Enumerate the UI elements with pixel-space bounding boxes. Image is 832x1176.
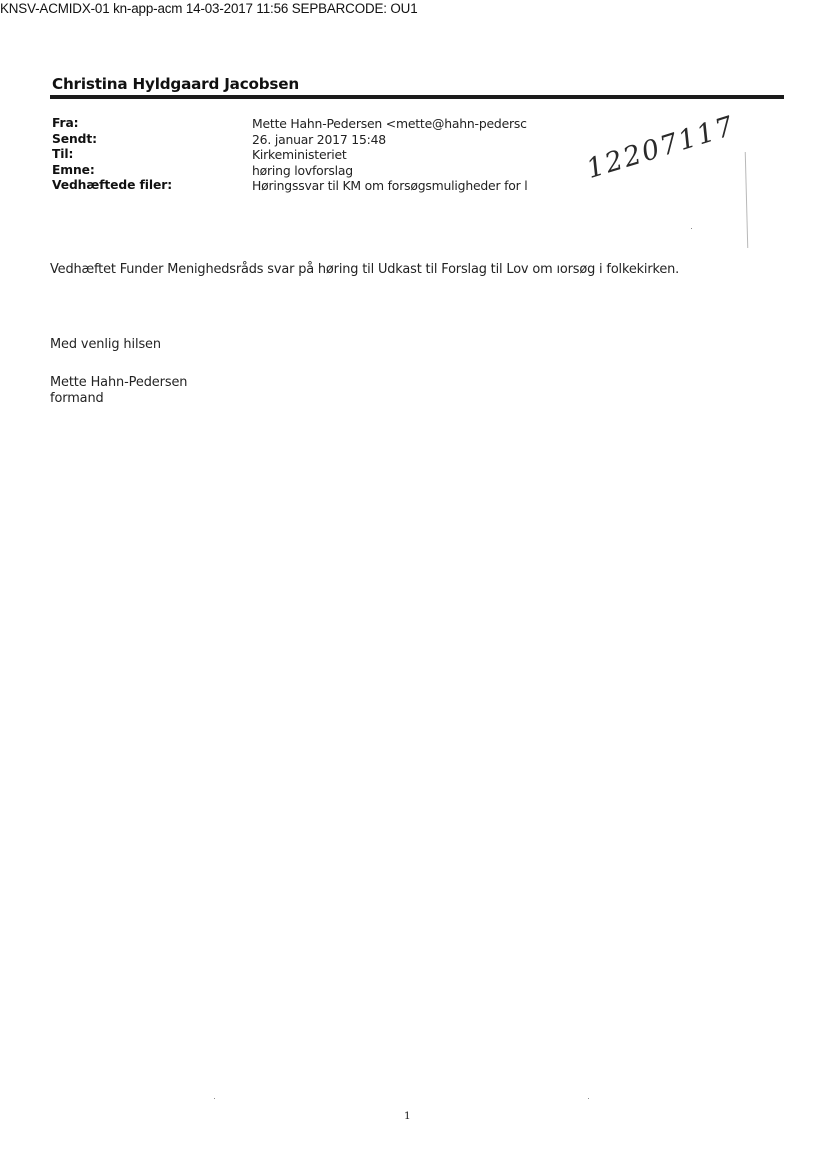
to-label: Til: xyxy=(52,147,74,161)
subject-value: høring lovforslag xyxy=(252,162,353,178)
scan-header: KNSV-ACMIDX-01 kn-app-acm 14-03-2017 11:56 SEPBARCODE: OU1 xyxy=(0,1,418,16)
meta-row-to xyxy=(52,147,562,163)
to-value: Kirkeministeriet xyxy=(252,147,347,162)
sent-label: Sendt: xyxy=(52,131,97,146)
subject-label: Emne: xyxy=(52,162,95,177)
header-rule xyxy=(50,95,784,99)
meta-row-from xyxy=(52,116,562,132)
scan-artifact-dot xyxy=(214,1098,215,1099)
scan-artifact-line xyxy=(745,152,749,248)
signature-title: formand xyxy=(50,391,104,406)
closing-line: Med venlig hilsen xyxy=(50,337,161,352)
signature-name: Mette Hahn-Pedersen xyxy=(50,375,188,390)
from-value: Mette Hahn-Pedersen <mette@hahn-pedersc xyxy=(252,116,527,131)
meta-row-subject xyxy=(52,163,562,179)
sent-value: 26. januar 2017 15:48 xyxy=(252,131,386,147)
email-meta xyxy=(52,116,562,194)
scan-artifact-dot xyxy=(691,228,692,229)
message-body: Vedhæftet Funder Menighedsråds svar på høring til Udkast til Forslag til Lov om ıorsøg i folkekirken. xyxy=(50,262,680,277)
signature-block xyxy=(50,375,187,407)
sender-name: Christina Hyldgaard Jacobsen xyxy=(52,75,299,93)
attachments-value: Høringssvar til KM om forsøgsmuligheder for l xyxy=(252,178,528,193)
from-label: Fra: xyxy=(52,116,79,130)
attachments-label: Vedhæftede filer: xyxy=(52,178,173,192)
meta-row-sent xyxy=(52,132,562,148)
page-number: 1 xyxy=(404,1110,411,1122)
scan-artifact-dot xyxy=(588,1098,589,1099)
handwritten-note: 12207117 xyxy=(582,110,739,185)
meta-row-attachments xyxy=(52,178,562,194)
